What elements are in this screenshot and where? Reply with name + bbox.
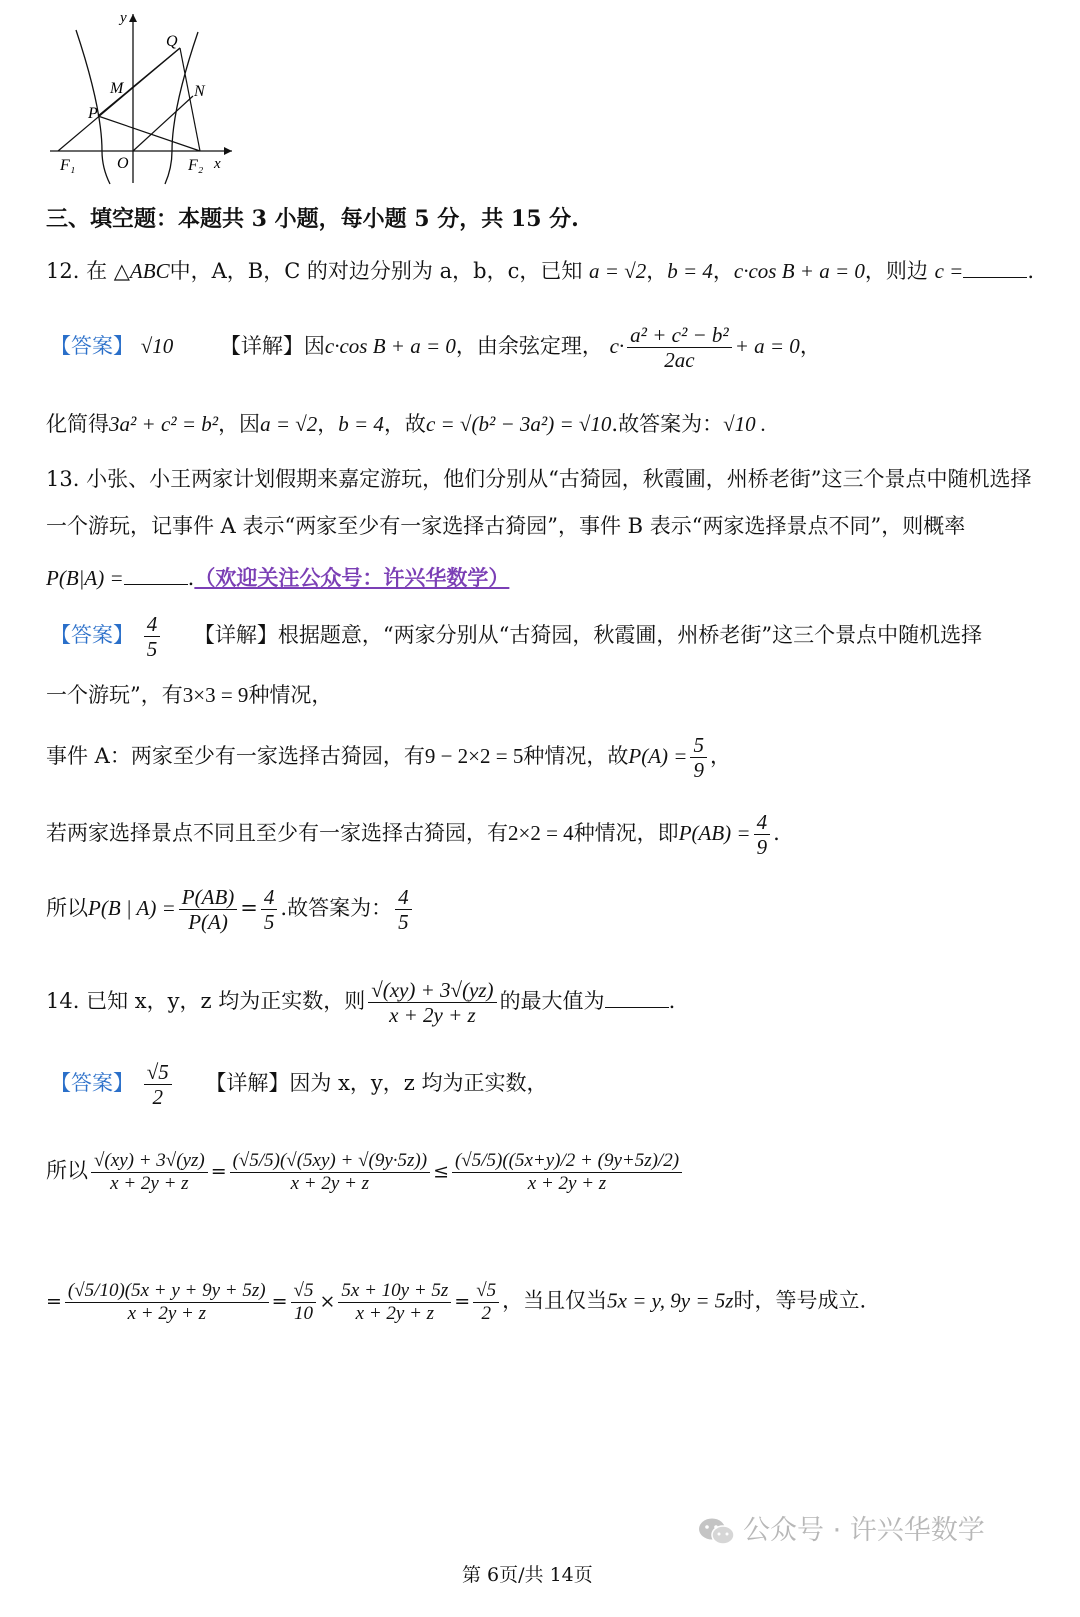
q13-ask: P(B|A) = <box>46 566 124 590</box>
q12-line3-eq: 3a² + c² = b² <box>109 412 219 436</box>
q13-so-end: .故答案为： <box>280 896 393 921</box>
q13-detail-tag: 【详解】 <box>193 623 278 648</box>
q13-detail-a: 根据题意，“两家分别从“古猗园，秋霞圃，州桥老街”这三个景点中随机选择 <box>277 623 983 648</box>
q12-cond1: a = √2 <box>589 259 647 283</box>
q12-line3-eq2: c = √(b² − 3a²) = √10 <box>425 412 612 436</box>
q13-both-eq: 2×2 = 4 <box>508 821 574 846</box>
q12-line3-b: ，因 <box>218 412 261 436</box>
section-heading: 三、填空题：本题共 3 小题，每小题 5 分，共 15 分. <box>46 206 579 232</box>
q13-eventA-p: P(A) = <box>628 744 688 769</box>
q13-so-line: 所以P(B | A) = $\frac{P(AB)}{P(A)}$ = $\frac{4}{5}$ .故答案为： $\frac{4}{5}$ <box>46 885 415 934</box>
q12-text-a: 在 <box>86 259 108 283</box>
figure-label-q: Q <box>166 33 178 50</box>
q14-number: 14. <box>46 989 80 1014</box>
q13-so: 所以 <box>46 896 88 921</box>
q13-eventA-b: 种情况，故 <box>523 744 629 769</box>
q12-cond3: c·cos B + a = 0 <box>733 259 865 283</box>
q13-final-fraction <box>395 885 412 934</box>
q13-pab-fraction <box>754 810 771 859</box>
figure-label-f1: F₁ <box>60 157 76 174</box>
q12-detail-a: 因 <box>303 334 325 358</box>
q14-cond-eq: 5x = y, 9y = 5z <box>607 1288 734 1313</box>
q13-ans-den: 5 <box>146 637 158 662</box>
promo-link[interactable]: （欢迎关注公众号：许兴华数学） <box>194 565 510 590</box>
q14-so: 所以 <box>46 1158 88 1183</box>
q13-pa-fraction <box>690 733 707 782</box>
q13-pa-num: 5 <box>690 733 707 758</box>
q13-both: 若两家选择景点不同且至少有一家选择古猗园，有 <box>46 821 508 846</box>
q13-pab-num: 4 <box>754 810 771 835</box>
q12-number: 12. <box>46 259 80 283</box>
q13-detail-b-eq: 3×3 = 9 <box>182 683 249 707</box>
q12-frac-num: a² + c² − b² <box>627 323 732 348</box>
q14-answer-blank <box>605 989 669 1008</box>
q13-line1: 13. 小张、小王两家计划假期来嘉定游玩，他们分别从“古猗园，秋霞圃，州桥老街”这三个景点中随机选择 <box>46 467 1032 491</box>
q14-ans-num: √5 <box>144 1060 172 1085</box>
q12-answer: √10 <box>140 334 174 358</box>
q14-coef-den: 10 <box>294 1302 313 1324</box>
q13-final-num: 4 <box>395 885 412 910</box>
q14-step4-den: x + 2y + z <box>355 1302 435 1324</box>
q14-step4-fraction <box>338 1280 451 1325</box>
q13-so-result-fraction <box>261 885 278 934</box>
q12-frac-den: 2ac <box>664 348 695 372</box>
q13-ans-num: 4 <box>144 612 161 637</box>
q13-answer-fraction <box>144 612 161 661</box>
q12-ask: c = <box>934 259 964 283</box>
q12-detail-tag: 【详解】 <box>219 334 304 358</box>
q13-eventA-line: 事件 A：两家至少有一家选择古猗园，有9 − 2×2 = 5种情况，故P(A) = $\frac{5}{9}$ ， <box>46 733 731 783</box>
q13-so-fraction <box>179 885 237 934</box>
watermark <box>697 1508 985 1548</box>
q14-detail-tag: 【详解】 <box>205 1071 290 1096</box>
q12-line3-c: ，故 <box>383 412 426 436</box>
q12-line3-a-val: a = √2 <box>260 412 318 436</box>
q13-eventA: 事件 A：两家至少有一家选择古猗园，有 <box>46 744 425 769</box>
q14-step4-num: 5x + 10y + 5z <box>338 1280 451 1303</box>
q14-step2-fraction <box>452 1150 682 1195</box>
q12-detail-b: ，由余弦定理， <box>455 334 603 358</box>
q12-question: 12. 在 △ABC中，A，B，C 的对边分别为 a，b，c，已知 a = √2，b = 4，c·cos B + a = 0，则边 c = . <box>46 259 1035 283</box>
q14-step1-fraction <box>230 1150 430 1195</box>
q12-cosine-fraction <box>627 323 732 372</box>
q13-eventA-eq: 9 − 2×2 = 5 <box>424 744 524 769</box>
wechat-icon <box>697 1516 737 1548</box>
q13-final-den: 5 <box>398 910 409 935</box>
figure-label-m: M <box>110 80 124 97</box>
watermark-text: 公众号 · 许兴华数学 <box>743 1515 985 1546</box>
q14-step0-den: x + 2y + z <box>110 1172 189 1194</box>
q14-step3-den: x + 2y + z <box>127 1302 206 1324</box>
q14-text-b: 的最大值为 <box>499 989 605 1014</box>
q14-step1-num: (√5/5)(√(5xy) + √(9y·5z)) <box>230 1150 430 1173</box>
q14-frac-num: √(xy) + 3√(yz) <box>368 978 496 1003</box>
q13-pa-den: 9 <box>693 758 704 783</box>
q13-so-den: P(A) <box>188 910 228 935</box>
q12-cond2: b = 4 <box>667 259 713 283</box>
q14-step2-num: (√5/5)((5x+y)/2 + (9y+5z)/2) <box>452 1150 682 1173</box>
q14-answer-fraction <box>144 1060 172 1109</box>
q12-text-c: ，则边 <box>864 259 928 283</box>
q12-triangle: △ABC <box>113 259 170 283</box>
q12-line3-d: .故答案为： <box>611 412 724 436</box>
q14-ans-den: 2 <box>152 1085 163 1110</box>
q13-both-p: P(AB) = <box>678 821 751 846</box>
q12-line3-ans: √10 . <box>723 412 767 436</box>
q12-simplify-line: 化简得3a² + c² = b²，因a = √2，b = 4，故c = √(b² − 3a²) = √10.故答案为：√10 . <box>46 412 767 436</box>
figure-label-y: y <box>120 10 127 26</box>
q13-ask-line: P(B|A) = .（欢迎关注公众号：许兴华数学） <box>46 565 510 590</box>
q14-final-den: 2 <box>481 1302 491 1324</box>
q13-answer-blank <box>124 566 188 585</box>
q14-coef-num: √5 <box>291 1280 317 1303</box>
q14-answer-tag: 【答案】 <box>50 1071 134 1096</box>
q14-question: 14. 已知 x，y，z 均为正实数，则 $\frac{√(xy) + 3√(yz)}{x + 2y + z}$ 的最大值为 . <box>46 978 676 1028</box>
q13-line2: 一个游玩，记事件 A 表示“两家至少有一家选择古猗园”，事件 B 表示“两家选择景点不同”，则概率 <box>46 514 966 538</box>
page-number: 第 6页/共 14页 <box>462 1564 593 1586</box>
q13-detail-b-end: 种情况， <box>248 683 333 707</box>
q12-line3-a: 化简得 <box>46 412 109 436</box>
q13-so-result-num: 4 <box>261 885 278 910</box>
hyperbola-figure <box>40 8 240 186</box>
q14-coef-fraction <box>291 1280 317 1325</box>
q13-so-num: P(AB) <box>179 885 237 910</box>
q13-so-result-den: 5 <box>263 910 275 935</box>
q14-text-a: 已知 x，y，z 均为正实数，则 <box>86 989 366 1014</box>
q12-detail-eq: c·cos B + a = 0 <box>324 334 456 358</box>
q14-cond: ，当且仅当 <box>502 1288 608 1313</box>
q13-both-line: 若两家选择景点不同且至少有一家选择古猗园，有2×2 = 4种情况，即P(AB) = $\frac{4}{9}$ . <box>46 810 780 860</box>
q14-step-line1: 所以 $\frac{√(xy) + 3√(yz)}{x + 2y + z}$ = $\frac{(√5/5)(√(5xy) + √(9y\cdot 5z))}{x + 2y + z}$ ≤ $\frac{(√5/5)((5x+y)/2 + (9y+5z)/2)}{x + 2y + z}$ <box>46 1150 685 1195</box>
q14-step3-num: (√5/10)(5x + y + 9y + 5z) <box>65 1280 269 1303</box>
q14-step1-den: x + 2y + z <box>290 1172 370 1194</box>
q14-step2-den: x + 2y + z <box>527 1172 607 1194</box>
q14-fraction <box>368 978 496 1027</box>
q14-step0-fraction <box>91 1150 208 1195</box>
q14-cond-end: 时，等号成立. <box>733 1288 867 1313</box>
figure-label-f2: F₂ <box>188 157 204 174</box>
q13-detail-b-line <box>46 679 332 709</box>
figure-label-x: x <box>214 156 221 172</box>
q14-detail-a: 因为 x，y，z 均为正实数， <box>289 1071 548 1096</box>
q14-answer-line <box>50 1060 548 1109</box>
q13-detail-b: 一个游玩”，有 <box>46 683 183 707</box>
q12-answer-blank <box>963 259 1027 278</box>
q13-both-b: 种情况，即 <box>573 821 679 846</box>
q12-answer-line: 【答案】 √10 【详解】因c·cos B + a = 0，由余弦定理， c· $\frac{\text{a² + c² − b²}}{2ac}$ + a = 0， <box>50 322 821 372</box>
q12-line3-b-val: b = 4 <box>338 412 384 436</box>
q14-final-fraction <box>473 1280 499 1325</box>
q13-so-p: P(B | A) = <box>88 896 176 921</box>
q13-answer-tag: 【答案】 <box>50 623 134 648</box>
q14-final-num: √5 <box>473 1280 499 1303</box>
q13-pab-den: 9 <box>756 835 768 860</box>
figure-label-n: N <box>194 83 205 100</box>
q14-step-line2: = $\frac{(√5/10)(5x + y + 9y + 5z)}{x + 2y + z}$ = $\frac{√5}{10}$ × $\frac{5x + 10y + 5z}{x + 2y + z}$ = $\frac{√5}{2}$ ，当且仅当5x = y, 9y = 5z时，等号成立. <box>46 1280 867 1324</box>
q14-step0-num: √(xy) + 3√(yz) <box>91 1150 208 1173</box>
figure-label-o: O <box>117 155 129 172</box>
q12-answer-tag: 【答案】 <box>50 334 134 358</box>
q14-frac-den: x + 2y + z <box>389 1003 476 1028</box>
q12-text-b: 中，A，B，C 的对边分别为 a，b，c，已知 <box>169 259 583 283</box>
figure-label-p: P <box>88 105 98 122</box>
q14-step3-fraction <box>65 1280 269 1325</box>
q13-answer-line <box>50 612 982 661</box>
